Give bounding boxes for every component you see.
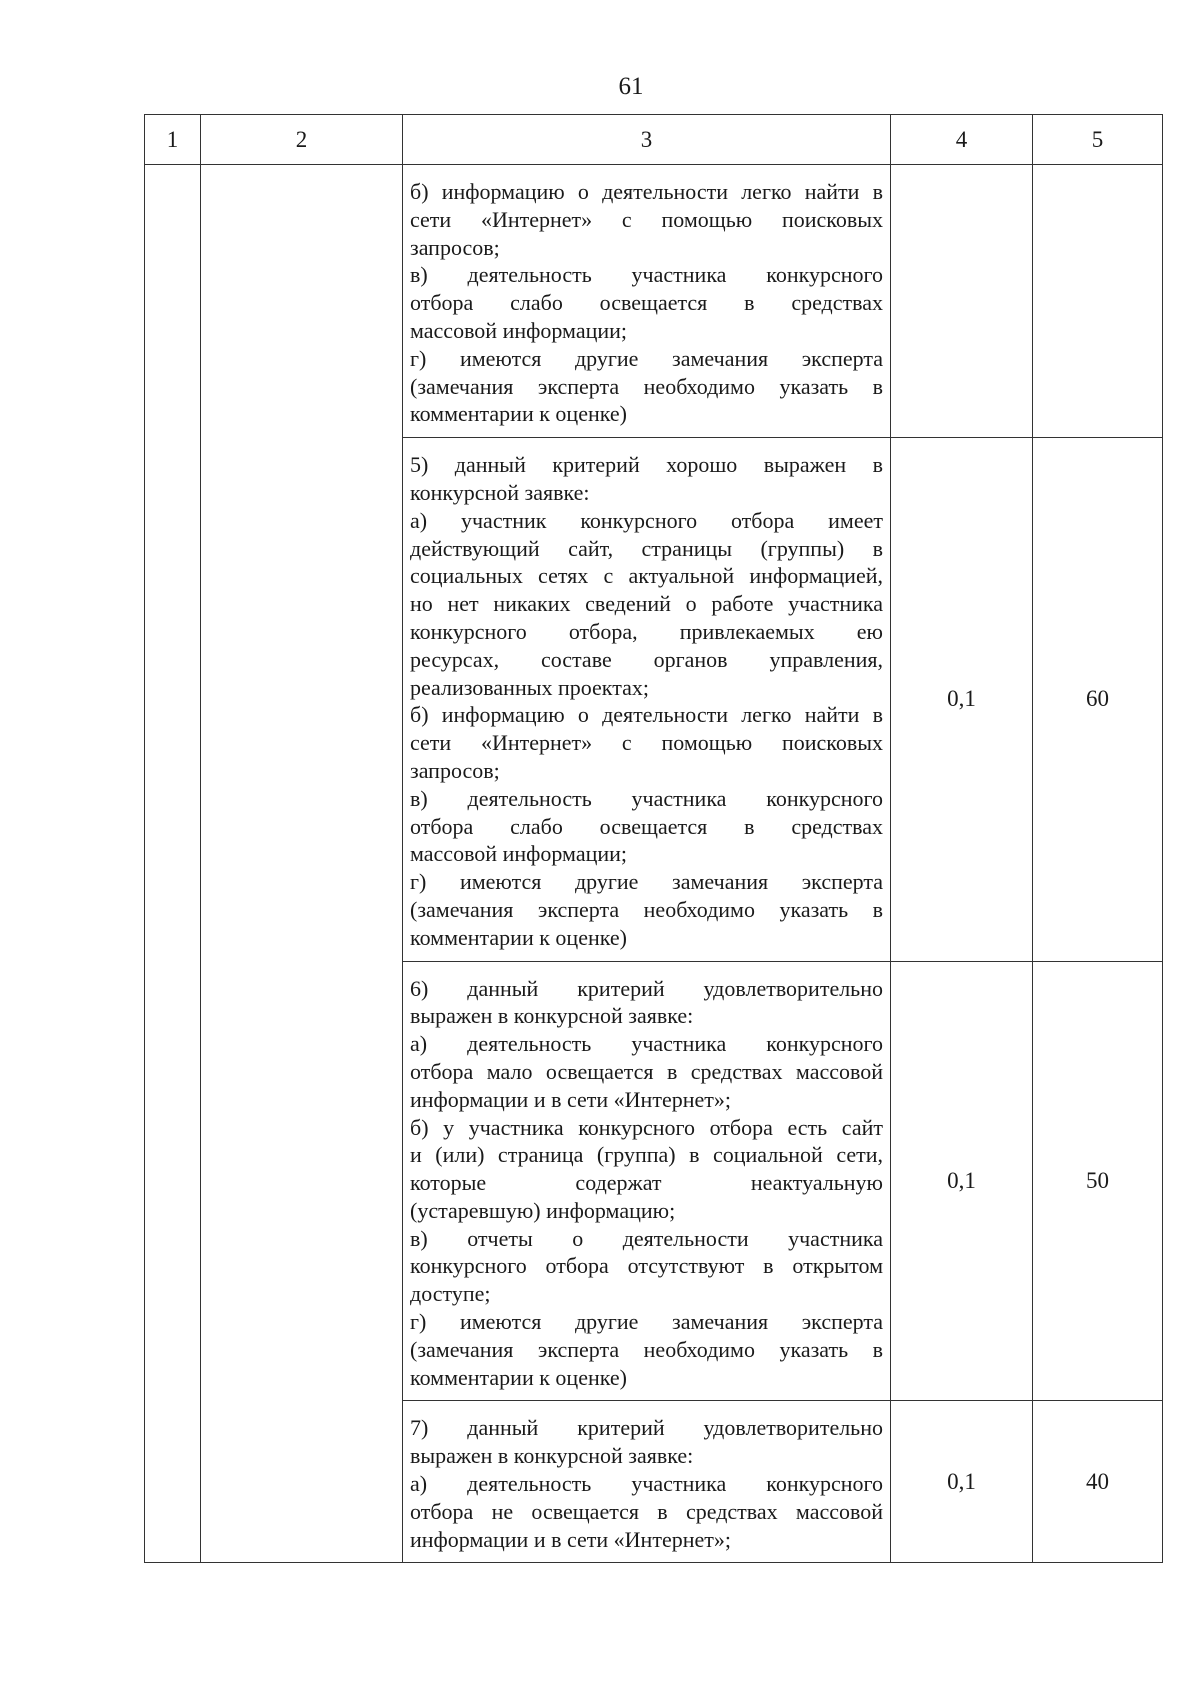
- description-line: конкурсной заявке:: [410, 479, 590, 505]
- description-line: 6) данный критерий удовлетворительно: [410, 975, 883, 1001]
- description-line: (замечания эксперта необходимо указать в: [410, 896, 883, 922]
- description-line: в) деятельность участника конкурсного: [410, 785, 883, 811]
- description-line: отбора слабо освещается в средствах: [410, 813, 883, 839]
- description-line: запросов;: [410, 234, 500, 260]
- criterion-description: [403, 165, 891, 438]
- header-cell-5: 5: [1033, 115, 1163, 165]
- description-line: информации и в сети «Интернет»;: [410, 1086, 731, 1112]
- description-line: информации и в сети «Интернет»;: [410, 1526, 731, 1552]
- description-line: доступе;: [410, 1281, 491, 1307]
- description-line: в) деятельность участника конкурсного: [410, 262, 883, 288]
- description-line: массовой информации;: [410, 841, 628, 867]
- weight-cell: 0,1: [891, 1401, 1033, 1563]
- description-line: б) у участника конкурсного отбора есть сайт: [410, 1114, 883, 1140]
- description-line: отбора не освещается в средствах массовой: [410, 1498, 883, 1524]
- description-line: сети «Интернет» с помощью поисковых: [410, 206, 883, 232]
- column-2-cell: [201, 165, 403, 1563]
- description-line: (замечания эксперта необходимо указать в: [410, 373, 883, 399]
- criterion-description: [403, 961, 891, 1401]
- criterion-description: [403, 1401, 891, 1563]
- description-line: а) участник конкурсного отбора имеет: [410, 507, 883, 533]
- description-line: г) имеются другие замечания эксперта: [410, 869, 883, 895]
- description-line: реализованных проектах;: [410, 674, 649, 700]
- description-line: б) информацию о деятельности легко найти в: [410, 702, 883, 728]
- description-line: комментарии к оценке): [410, 924, 627, 950]
- description-line: отбора мало освещается в средствах массовой: [410, 1058, 883, 1084]
- header-cell-4: 4: [891, 115, 1033, 165]
- description-line: и (или) страница (группа) в социальной сети,: [410, 1142, 883, 1168]
- description-line: г) имеются другие замечания эксперта: [410, 345, 883, 371]
- table-row: [145, 165, 1163, 438]
- description-line: конкурсного отбора отсутствуют в открытом: [410, 1253, 883, 1279]
- criteria-table: [144, 114, 1163, 1563]
- description-line: г) имеются другие замечания эксперта: [410, 1309, 883, 1335]
- header-cell-2: 2: [201, 115, 403, 165]
- description-line: запросов;: [410, 757, 500, 783]
- description-line: ресурсах, составе органов управления,: [410, 646, 883, 672]
- score-cell: 40: [1033, 1401, 1163, 1563]
- criterion-description: [403, 438, 891, 961]
- description-line: в) отчеты о деятельности участника: [410, 1225, 883, 1251]
- weight-cell: 0,1: [891, 961, 1033, 1401]
- description-line: 5) данный критерий хорошо выражен в: [410, 452, 883, 478]
- header-row: [145, 115, 1163, 165]
- score-cell: 60: [1033, 438, 1163, 961]
- description-line: комментарии к оценке): [410, 401, 627, 427]
- description-line: социальных сетях с актуальной информацией,: [410, 563, 883, 589]
- header-cell-3: 3: [403, 115, 891, 165]
- description-line: (замечания эксперта необходимо указать в: [410, 1336, 883, 1362]
- description-line: действующий сайт, страницы (группы) в: [410, 535, 883, 561]
- description-line: а) деятельность участника конкурсного: [410, 1471, 883, 1497]
- header-cell-1: 1: [145, 115, 201, 165]
- description-line: массовой информации;: [410, 317, 628, 343]
- description-line: (устаревшую) информацию;: [410, 1197, 676, 1223]
- description-line: б) информацию о деятельности легко найти в: [410, 179, 883, 204]
- description-line: 7) данный критерий удовлетворительно: [410, 1415, 883, 1441]
- page-number: 61: [618, 73, 644, 100]
- description-line: конкурсного отбора, привлекаемых ею: [410, 618, 883, 644]
- weight-cell: [891, 165, 1033, 438]
- weight-cell: 0,1: [891, 438, 1033, 961]
- description-line: но нет никаких сведений о работе участника: [410, 591, 883, 617]
- score-cell: 50: [1033, 961, 1163, 1401]
- description-line: комментарии к оценке): [410, 1364, 627, 1390]
- description-line: выражен в конкурсной заявке:: [410, 1443, 694, 1469]
- description-line: которые содержат неактуальную: [410, 1170, 883, 1196]
- description-line: а) деятельность участника конкурсного: [410, 1031, 883, 1057]
- column-1-cell: [145, 165, 201, 1563]
- description-line: выражен в конкурсной заявке:: [410, 1003, 694, 1029]
- score-cell: [1033, 165, 1163, 438]
- description-line: отбора слабо освещается в средствах: [410, 290, 883, 316]
- description-line: сети «Интернет» с помощью поисковых: [410, 730, 883, 756]
